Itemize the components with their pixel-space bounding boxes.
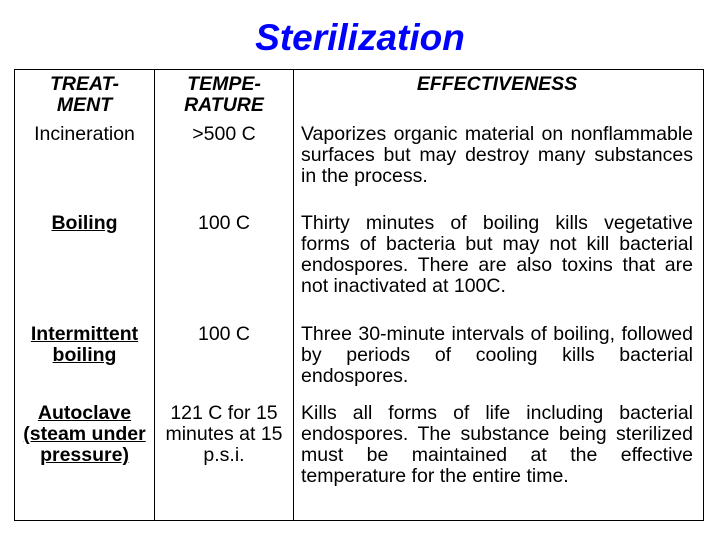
table-row-intermittent-temperature: 100 C (197, 323, 251, 345)
table-row-incineration-treatment: Incineration (34, 123, 135, 145)
header-temperature: TEMPE- RATURE (184, 73, 264, 116)
table-row-boiling-temperature: 100 C (197, 212, 251, 234)
table-row-intermittent-treatment: Intermittent boiling (30, 323, 139, 366)
table-row-autoclave-temperature: 121 C for 15 minutes at 15 p.s.i. (165, 402, 283, 466)
table-row-incineration-effectiveness: Vaporizes organic material on nonflammable surfaces but may destroy many substances in the process. (301, 123, 693, 187)
table-row-incineration-temperature: >500 C (192, 123, 256, 145)
column-divider (293, 70, 294, 520)
table-row-autoclave-treatment: Autoclave (steam under pressure) (23, 402, 146, 466)
table-row-intermittent-effectiveness: Three 30-minute intervals of boiling, followed by periods of cooling kills bacterial endospores. (301, 323, 693, 387)
table-row-autoclave-effectiveness: Kills all forms of life including bacterial endospores. The substance being sterilized must be maintained at the effective temperature for the entire time. (301, 402, 693, 487)
header-effectiveness: EFFECTIVENESS (416, 73, 578, 95)
page-title: Sterilization (255, 17, 465, 58)
sterilization-table (14, 69, 704, 521)
header-treatment: TREAT- MENT (50, 73, 119, 116)
table-row-boiling-effectiveness: Thirty minutes of boiling kills vegetative forms of bacteria but may not kill bacterial endospores. There are also toxins that are not inactivated at 100C. (301, 212, 693, 297)
table-row-boiling-treatment: Boiling (51, 212, 118, 234)
